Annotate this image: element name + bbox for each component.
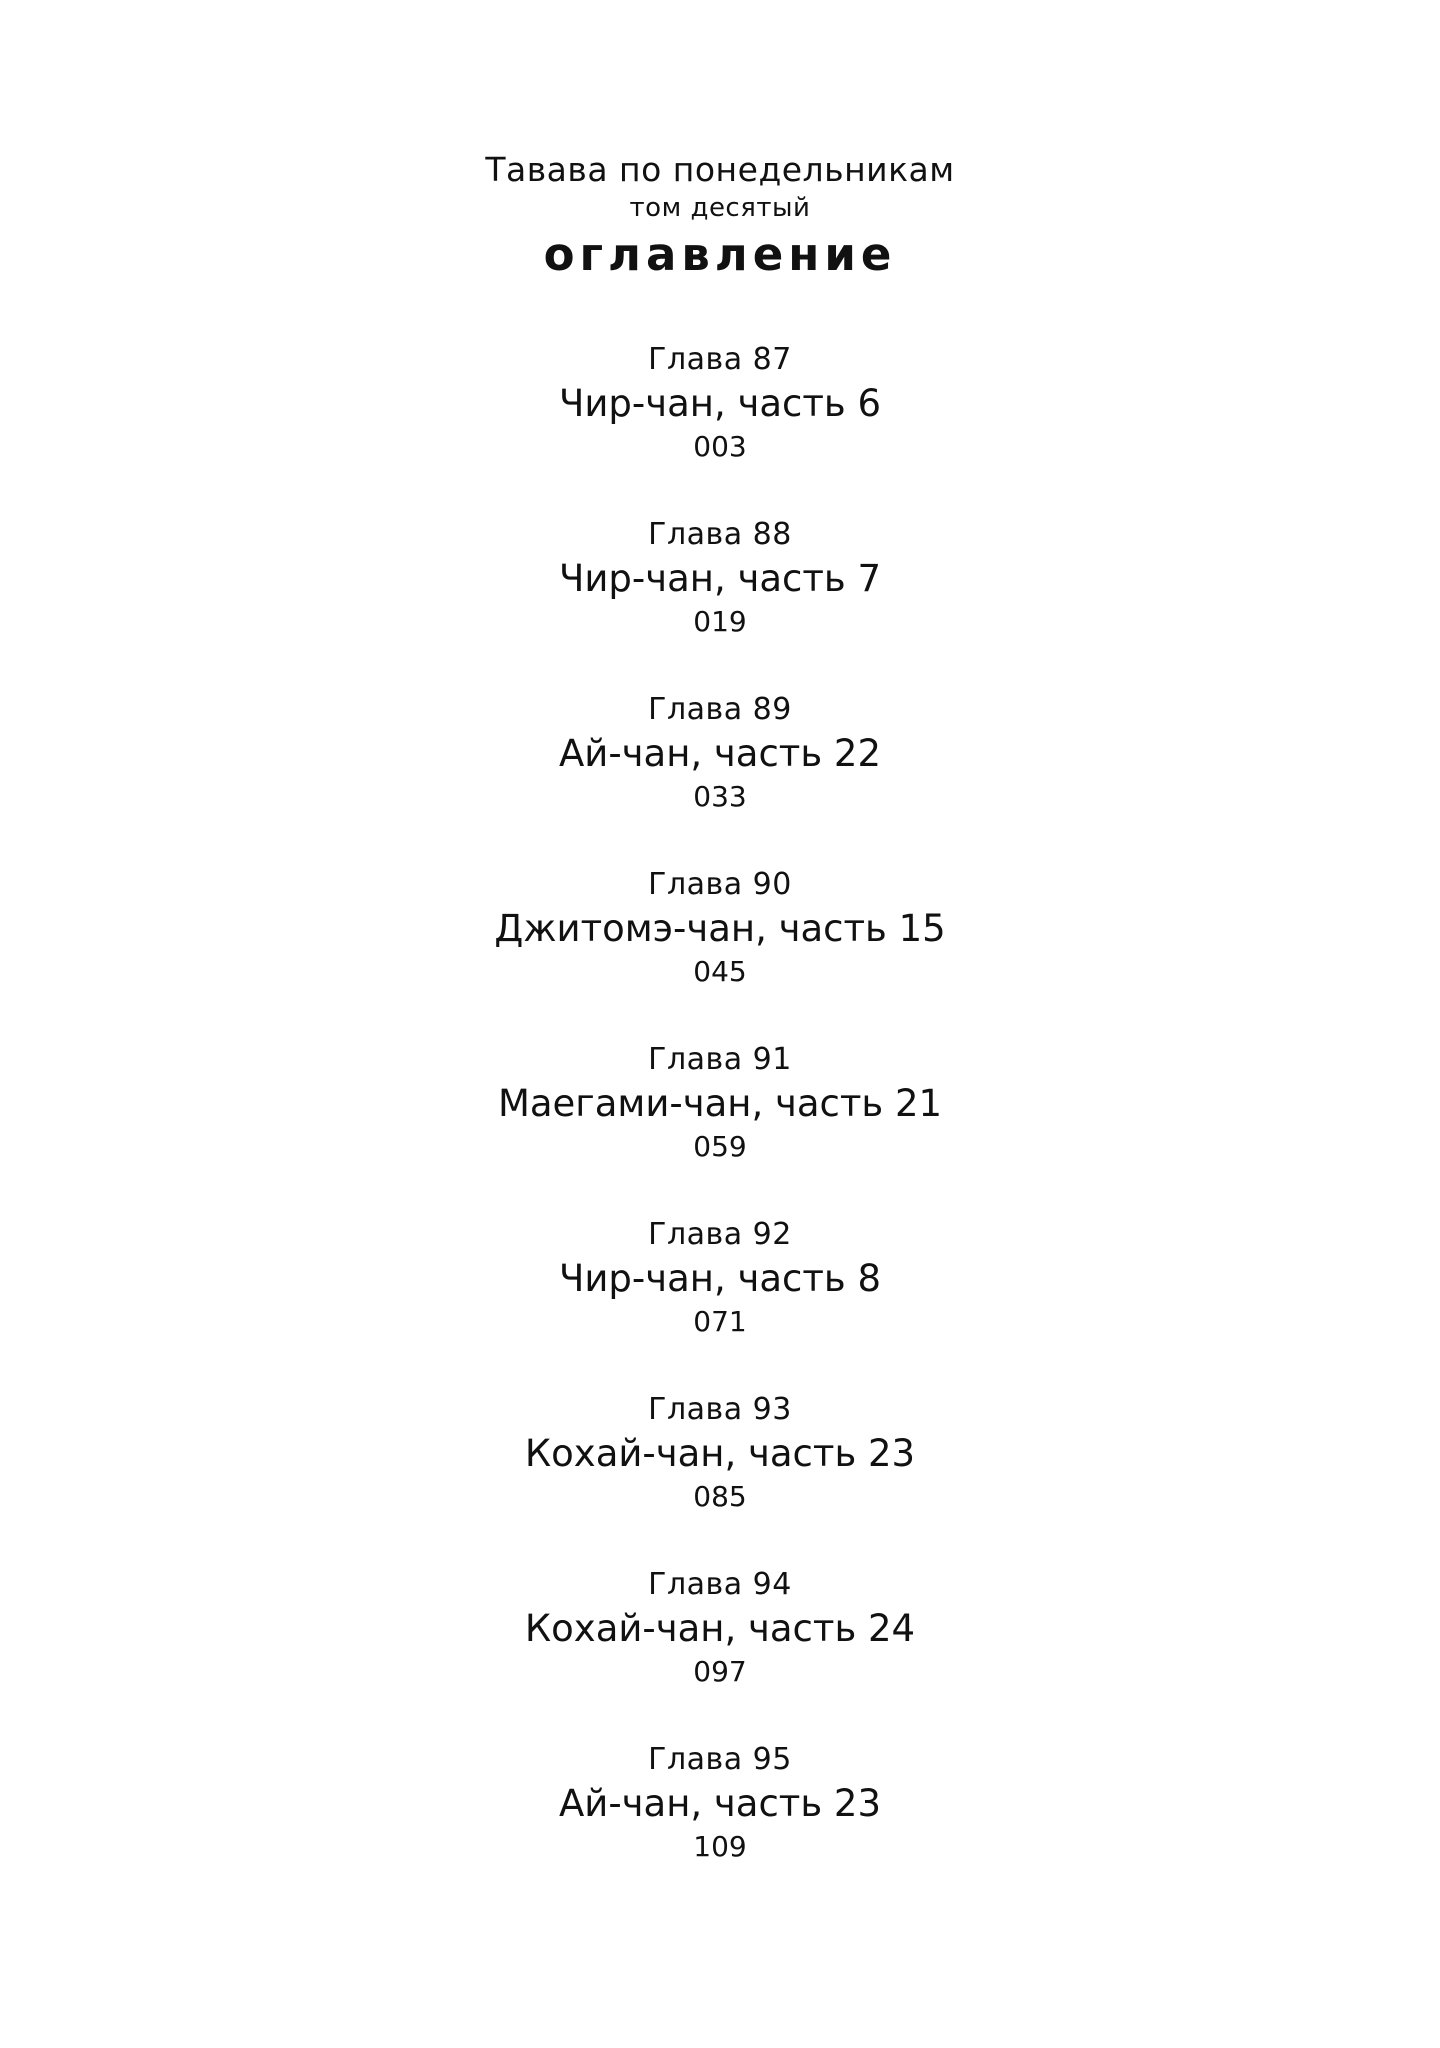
chapter-page-number: 019 <box>693 605 747 638</box>
chapter-number: Глава 93 <box>648 1392 792 1427</box>
chapter-page-number: 003 <box>693 430 747 463</box>
chapter-page-number: 097 <box>693 1655 747 1688</box>
chapter-number: Глава 88 <box>648 517 792 552</box>
series-title: Тавава по понедельникам <box>485 150 955 189</box>
chapter-title: Ай-чан, часть 23 <box>558 1782 882 1825</box>
chapter-title: Кохай-чан, часть 23 <box>524 1432 916 1475</box>
chapter-page-number: 085 <box>693 1480 747 1513</box>
chapter-entry <box>0 865 1440 1040</box>
chapter-number: Глава 90 <box>648 867 792 902</box>
chapter-title: Кохай-чан, часть 24 <box>524 1607 916 1650</box>
chapter-entry <box>0 1390 1440 1565</box>
chapter-entry <box>0 690 1440 865</box>
chapter-number: Глава 91 <box>648 1042 792 1077</box>
chapter-entry <box>0 340 1440 515</box>
chapter-number: Глава 95 <box>648 1742 792 1777</box>
chapter-number: Глава 89 <box>648 692 792 727</box>
chapter-title: Чир-чан, часть 8 <box>558 1257 882 1300</box>
toc-heading: оглавление <box>543 228 897 281</box>
chapter-list <box>0 340 1440 1915</box>
chapter-number: Глава 87 <box>648 342 792 377</box>
chapter-entry <box>0 1740 1440 1915</box>
chapter-number: Глава 94 <box>648 1567 792 1602</box>
chapter-title: Чир-чан, часть 6 <box>558 382 882 425</box>
chapter-entry <box>0 1565 1440 1740</box>
chapter-page-number: 059 <box>693 1130 747 1163</box>
chapter-title: Чир-чан, часть 7 <box>558 557 882 600</box>
chapter-page-number: 033 <box>693 780 747 813</box>
chapter-entry <box>0 1040 1440 1215</box>
chapter-page-number: 071 <box>693 1305 747 1338</box>
chapter-title: Ай-чан, часть 22 <box>558 732 882 775</box>
chapter-title: Маегами-чан, часть 21 <box>497 1082 943 1125</box>
chapter-entry <box>0 1215 1440 1390</box>
chapter-title: Джитомэ-чан, часть 15 <box>494 907 946 950</box>
volume-subtitle: том десятый <box>629 193 811 223</box>
chapter-entry <box>0 515 1440 690</box>
chapter-page-number: 045 <box>693 955 747 988</box>
chapter-page-number: 109 <box>693 1830 747 1863</box>
chapter-number: Глава 92 <box>648 1217 792 1252</box>
